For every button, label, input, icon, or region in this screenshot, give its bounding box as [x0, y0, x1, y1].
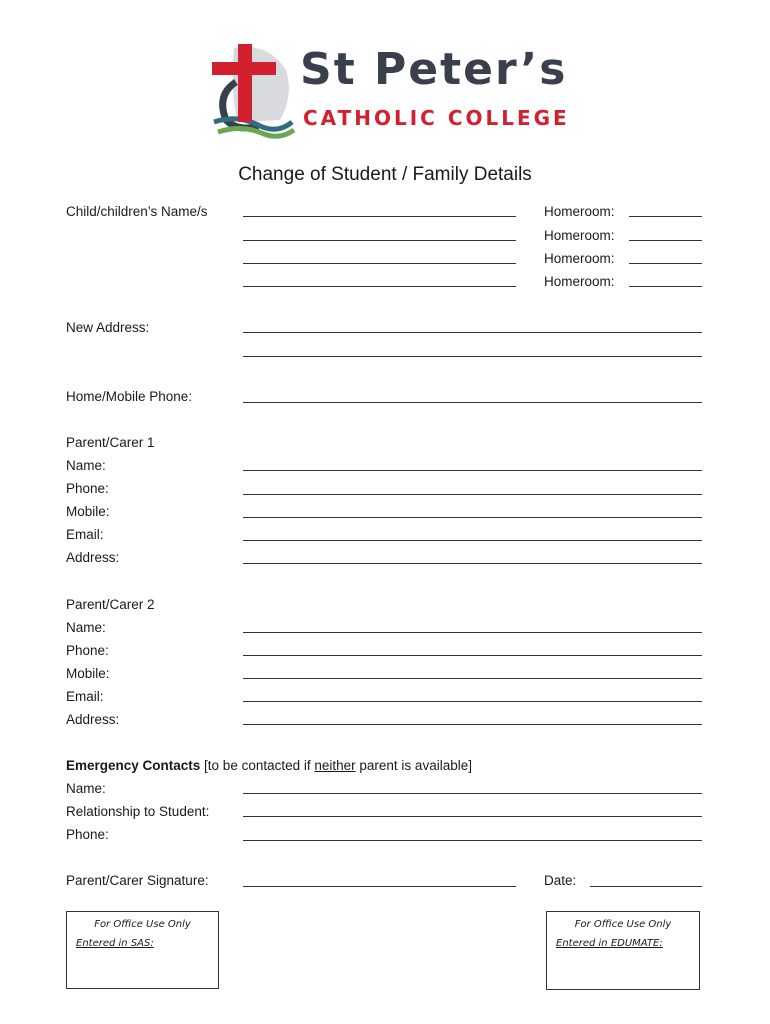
parent1-name-field[interactable]	[243, 470, 702, 471]
child-name-field-1[interactable]	[243, 216, 516, 217]
emergency-relationship-label: Relationship to Student:	[66, 804, 210, 819]
parent1-heading: Parent/Carer 1	[66, 435, 155, 450]
form-title: Change of Student / Family Details	[238, 164, 532, 185]
emergency-name-field[interactable]	[243, 793, 702, 794]
parent2-phone-label: Phone:	[66, 643, 109, 658]
homeroom-label: Homeroom:	[544, 204, 615, 219]
homeroom-field-3[interactable]	[629, 263, 702, 264]
homeroom-label: Homeroom:	[544, 251, 615, 266]
college-logo	[208, 40, 298, 140]
parent1-email-field[interactable]	[243, 540, 702, 541]
parent1-phone-field[interactable]	[243, 494, 702, 495]
emergency-phone-label: Phone:	[66, 827, 109, 842]
child-name-field-2[interactable]	[243, 240, 516, 241]
children-label: Child/children’s Name/s	[66, 204, 208, 219]
parent1-mobile-field[interactable]	[243, 517, 702, 518]
child-name-field-3[interactable]	[243, 263, 516, 264]
signature-field[interactable]	[243, 886, 516, 887]
parent1-address-label: Address:	[66, 550, 120, 565]
parent2-email-field[interactable]	[243, 701, 702, 702]
emergency-heading-underlined: neither	[314, 758, 356, 773]
parent2-address-field[interactable]	[243, 724, 702, 725]
parent2-name-label: Name:	[66, 620, 106, 635]
home-phone-label: Home/Mobile Phone:	[66, 389, 193, 404]
emergency-heading-pre: [to be contacted if	[200, 758, 315, 773]
parent2-email-label: Email:	[66, 689, 104, 704]
date-label: Date:	[544, 873, 577, 888]
new-address-field-2[interactable]	[243, 356, 702, 357]
parent2-name-field[interactable]	[243, 632, 702, 633]
entered-in-sas-label: Entered in SAS:	[76, 938, 154, 949]
cross-emblem-icon	[208, 40, 298, 140]
emergency-relationship-field[interactable]	[243, 816, 702, 817]
new-address-field-1[interactable]	[243, 332, 702, 333]
emergency-heading	[66, 758, 472, 774]
office-use-title: For Office Use Only	[574, 919, 672, 930]
homeroom-label: Homeroom:	[544, 274, 615, 289]
parent2-phone-field[interactable]	[243, 655, 702, 656]
office-use-title: For Office Use Only	[94, 919, 191, 930]
emergency-phone-field[interactable]	[243, 840, 702, 841]
child-name-field-4[interactable]	[243, 286, 516, 287]
parent1-name-label: Name:	[66, 458, 106, 473]
emergency-heading-bold: Emergency Contacts	[66, 758, 201, 773]
emergency-heading-post: parent is available]	[355, 758, 472, 773]
homeroom-field-4[interactable]	[629, 286, 702, 287]
homeroom-field-1[interactable]	[629, 216, 702, 217]
new-address-label: New Address:	[66, 320, 150, 335]
home-phone-field[interactable]	[243, 402, 702, 403]
entered-in-edumate-label: Entered in EDUMATE:	[556, 938, 663, 949]
office-use-box-sas	[66, 911, 219, 989]
homeroom-label: Homeroom:	[544, 228, 615, 243]
signature-label: Parent/Carer Signature:	[66, 873, 209, 888]
parent1-address-field[interactable]	[243, 563, 702, 564]
parent1-mobile-label: Mobile:	[66, 504, 110, 519]
parent2-address-label: Address:	[66, 712, 120, 727]
brand-subtitle: CATHOLIC COLLEGE	[303, 106, 570, 130]
parent1-email-label: Email:	[66, 527, 104, 542]
date-field[interactable]	[590, 886, 702, 887]
brand-name: St Peter’s	[300, 44, 568, 95]
office-use-box-edumate	[546, 911, 700, 990]
emergency-name-label: Name:	[66, 781, 106, 796]
parent1-phone-label: Phone:	[66, 481, 109, 496]
parent2-mobile-label: Mobile:	[66, 666, 110, 681]
parent2-heading: Parent/Carer 2	[66, 597, 155, 612]
parent2-mobile-field[interactable]	[243, 678, 702, 679]
homeroom-field-2[interactable]	[629, 240, 702, 241]
